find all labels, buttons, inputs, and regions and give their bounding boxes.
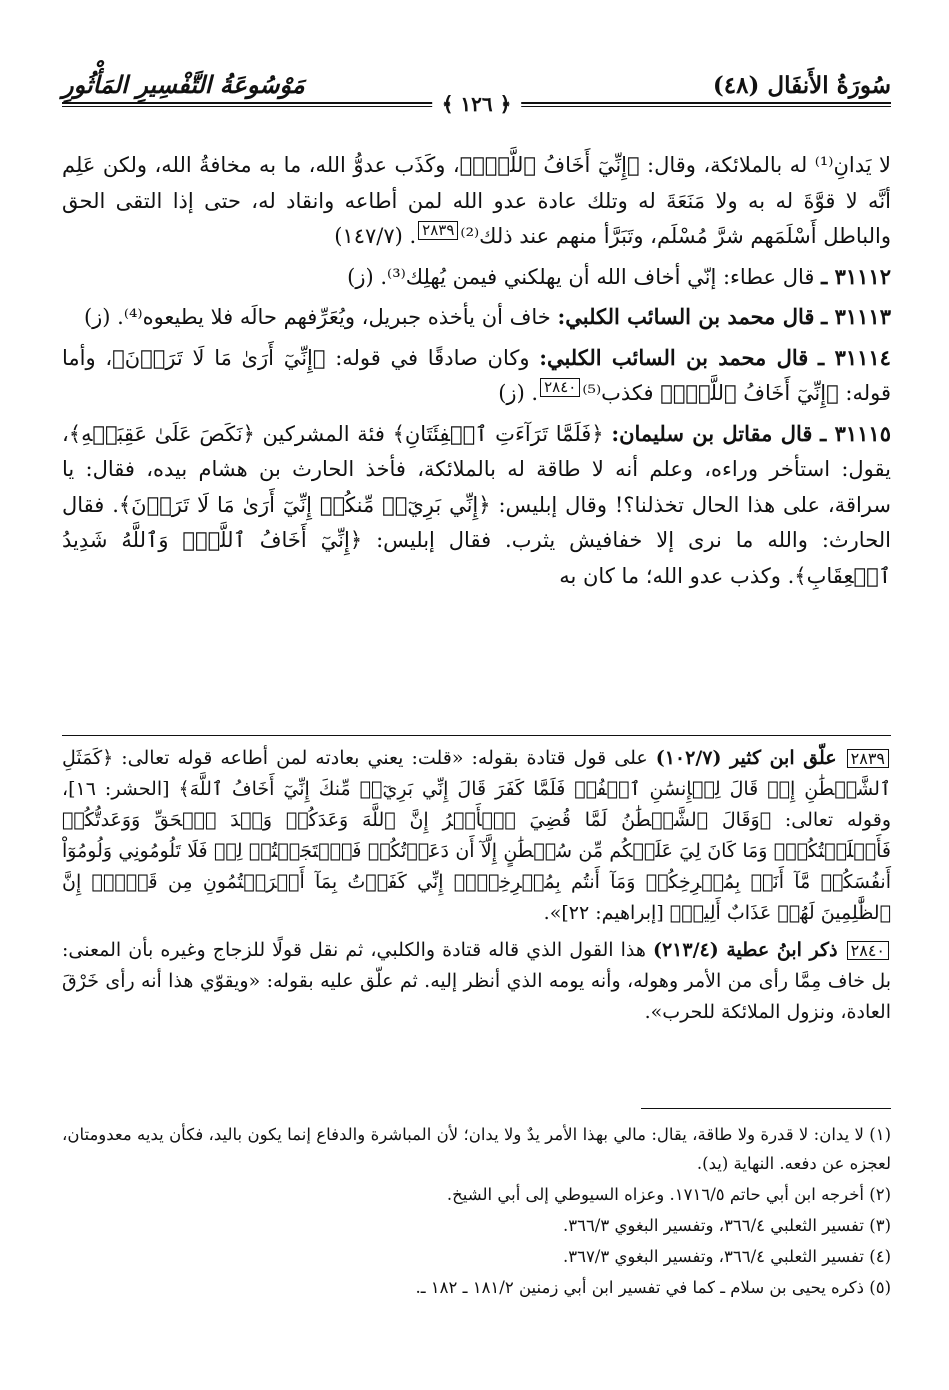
footnote-3: (٣) تفسير الثعلبي ٣٦٦/٤، وتفسير البغوي ٣٦٦/٣. — [562, 1216, 891, 1235]
commentary-number-box: ٢٨٣٩ — [847, 749, 889, 768]
narrator-name: قال محمد بن السائب الكلبي: — [557, 304, 815, 329]
narration-31115 — [62, 416, 891, 595]
narration-number: ٣١١١٤ ـ — [818, 344, 891, 370]
narrator-name: قال مقاتل بن سليمان: — [611, 420, 813, 446]
narration-31114 — [62, 340, 891, 412]
footnote-1: (١) لا يدان: لا قدرة ولا طاقة، يقال: مالي بهذا الأمر يدٌ ولا يدان؛ لأن المباشرة والدفاع إنما يكون باليد، فكأن يديه معدومتان، لعجزه عن دفعه. النهاية (يد). — [62, 1125, 891, 1173]
commentary-separator — [62, 735, 891, 736]
footnotes — [62, 1120, 891, 1304]
commentary-text: على قول قتادة بقوله: «قلت: يعني بعادته لمن أطاعه قوله تعالى: ﴿كَمَثَلِ ٱلشَّيۡطَٰنِ إِذۡ قَالَ لِلۡإِنسَٰنِ ٱكۡفُرۡ فَلَمَّا كَفَرَ قَالَ إِنِّي بَرِيٓءٞ مِّنكَ إِنِّيٓ أَخَافُ ٱللَّهَ﴾ [الحشر: ١٦]، وقوله تعالى: ﴿وَقَالَ ٱلشَّيۡطَٰنُ لَمَّا قُضِيَ ٱلۡأَمۡرُ إِنَّ ٱللَّهَ وَعَدَكُمۡ وَعۡدَ ٱلۡحَقِّ وَوَعَدتُّكُمۡ فَأَخۡلَفۡتُكُمۡۖ وَمَا كَانَ لِيَ عَلَيۡكُم مِّن سُلۡطَٰنٍ إِلَّآ أَن دَعَوۡتُكُمۡ فَٱسۡتَجَبۡتُمۡ لِيۖ فَلَا تَلُومُونِي وَلُومُوٓاْ أَنفُسَكُمۖ مَّآ أَنَا۠ بِمُصۡرِخِكُمۡ وَمَآ أَنتُم بِمُصۡرِخِيَّۖ إِنِّي كَفَرۡتُ بِمَآ أَشۡرَكۡتُمُونِ مِن قَبۡلُۗ إِنَّ ٱلظَّٰلِمِينَ لَهُمۡ عَذَابٌ أَلِيمٞ﴾ [إبراهيم: ٢٢]». — [62, 747, 891, 924]
narration-tail: . (ز) — [498, 381, 539, 405]
narration-number: ٣١١١٣ ـ — [821, 304, 891, 329]
commentary-number-box: ٢٨٤٠ — [847, 941, 889, 960]
footnote-separator — [641, 1108, 891, 1109]
narration-number: ٣١١١٢ ـ — [821, 263, 891, 289]
footnote-4: (٤) تفسير الثعلبي ٣٦٦/٤، وتفسير البغوي ٣٦٧/٣. — [562, 1247, 891, 1266]
commentary-ref-box[interactable]: ٢٨٣٩ — [418, 221, 458, 240]
narrator-name: قال محمد بن السائب الكلبي: — [539, 344, 809, 370]
narration-text: ﴿فَلَمَّا تَرَآءَتِ ٱلۡفِئَتَانِ﴾ فئة المشركين ﴿نَكَصَ عَلَىٰ عَقِبَيۡهِ﴾، يقول: استأخر وراءه، وعلم أنه لا طاقة له بالملائكة، فأخذ الحارث بن هشام بيده، فقال: يا سراقة، على هذا الحال تخذلنا؟! وقال إبليس: ﴿إِنِّي بَرِيٓءٞ مِّنكُمۡ إِنِّيٓ أَرَىٰ مَا لَا تَرَوۡنَ﴾. فقال الحارث: والله ما نرى إلا خفافيش يثرب. فقال إبليس: ﴿إِنِّيٓ أَخَافُ ٱللَّهَۚ وَٱللَّهُ شَدِيدُ ٱلۡعِقَابِ﴾. وكذب عدو الله؛ ما كان به — [62, 421, 891, 588]
narration-number: ٣١١١٥ ـ — [820, 420, 891, 446]
commentary-lead: ذكر ابنُ عطية (٢١٣/٤) — [652, 939, 838, 961]
page-number: ﴿ ١٢٦ ﴾ — [432, 92, 522, 116]
book-title: مَوْسُوعَةُ التَّفْسِيرِ المَأْثُورِ — [62, 70, 305, 99]
narration-text: وكان صادقًا في قوله: ﴿إِنِّيٓ أَرَىٰ مَا لَا تَرَوۡنَ﴾، وأما قوله: ﴿إِنِّيٓ أَخَافُ ٱللَّهَۚ﴾ فكذب⁽⁵⁾ — [62, 345, 891, 405]
narration-31112 — [62, 259, 891, 296]
footnote-5: (٥) ذكره يحيى بن سلام ـ كما في تفسير ابن أبي زمنين ١٨١/٢ ـ ١٨٢ ـ. — [415, 1278, 891, 1297]
footnote-2: (٢) أخرجه ابن أبي حاتم ١٧١٦/٥. وعزاه السيوطي إلى أبي الشيخ. — [446, 1185, 891, 1204]
commentary-section — [62, 743, 891, 1034]
commentary-lead: علّق ابن كثير (١٠٢/٧) — [655, 747, 837, 769]
paragraph-text: لا يَدانِ⁽¹⁾ له بالملائكة، وقال: ﴿إِنِّيٓ أَخَافُ ٱللَّهَۚ﴾، وكَذَب عدوُّ الله، ما به مخافةُ الله، ولكن عَلِم أنَّه لا قوَّةَ له به ولا مَنَعَةَ له وتلك عادة عدو الله لمن أطاعه وانقاد له، حتى إذا التقى الحق والباطل أَسْلَمَهم شرَّ مُسْلَم، وتَبَرَّأ منهم عند ذلك⁽²⁾ — [62, 153, 891, 248]
commentary-text: هذا القول الذي قاله قتادة والكلبي، ثم نقل قولًا للزجاج وغيره بأن المعنى: بل خاف مِمَّا رأى من الأمر وهوله، وأنه يومه الذي أنظر إليه. ثم علّق عليه بقوله: «ويقوّي هذا أنه رأى خَرْقَ العادة، ونزول الملائكة للحرب». — [62, 939, 891, 1023]
narration-text: قال عطاء: إنّي أخاف الله أن يهلكني فيمن يُهلِك⁽³⁾. (ز) — [347, 264, 815, 289]
paragraph-tail: . (١٤٧/٧) — [334, 224, 417, 248]
narration-text: خاف أن يأخذه جبريل، ويُعَرِّفهم حالَه فلا يطيعوه⁽⁴⁾. (ز) — [83, 305, 551, 329]
paragraph-continued — [62, 148, 891, 255]
commentary-2839 — [62, 743, 891, 929]
commentary-ref-box[interactable]: ٢٨٤٠ — [540, 378, 580, 397]
sura-title: سُورَةُ الأَنفَال (٤٨) — [712, 72, 891, 99]
main-text — [62, 148, 891, 598]
page-header — [62, 70, 891, 114]
narration-31113 — [62, 299, 891, 336]
commentary-2840 — [62, 935, 891, 1028]
